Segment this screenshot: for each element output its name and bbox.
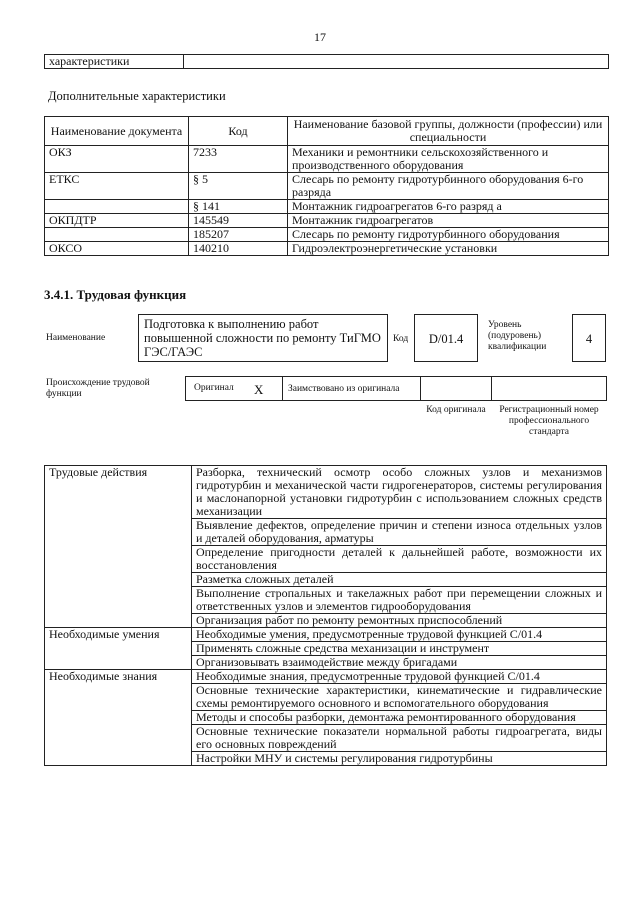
level-label: Уровень (подуровень) квалификации — [488, 320, 547, 352]
table-cell: Слесарь по ремонту гидротурбинного оборудования — [288, 228, 609, 242]
table-cell: 185207 — [189, 228, 288, 242]
function-name-box: Подготовка к выполнению работ повышенной сложности по ремонту ТиГМО ГЭС/ГАЭС — [138, 314, 388, 362]
list-item: Настройки МНУ и системы регулирования гидротурбины — [192, 752, 607, 766]
table-row — [45, 173, 609, 200]
list-item: Разборка, технический осмотр особо сложных узлов и механизмов гидротурбин и механической части гидрогенераторов, системы регулирования и маслонапорной установки гидротурбин с использованием сложных средств механизации — [192, 466, 607, 519]
list-item: Необходимые умения, предусмотренные трудовой функцией С/01.4 — [192, 628, 607, 642]
name-label: Наименование — [46, 333, 106, 343]
list-item: Выполнение стропальных и такелажных работ при перемещении сложных и ответственных узлов и элементов гидрооборудования — [192, 587, 607, 614]
list-item: Методы и способы разборки, демонтажа ремонтированного оборудования — [192, 711, 607, 725]
table-row — [45, 146, 609, 173]
table-cell: § 5 — [189, 173, 288, 200]
column-header: Наименование базовой группы, должности (профессии) или специальности — [288, 117, 609, 146]
original-mark: X — [254, 382, 264, 397]
table-cell — [45, 228, 189, 242]
list-item: Организация работ по ремонту ремонтных приспособлений — [192, 614, 607, 628]
function-details-table — [44, 465, 607, 766]
reg-number-cell — [491, 376, 607, 401]
table-cell: 145549 — [189, 214, 288, 228]
table-cell: 140210 — [189, 242, 288, 256]
table-row — [45, 466, 607, 519]
list-item: Организовывать взаимодействие между бригадами — [192, 656, 607, 670]
table-cell: ОКЗ — [45, 146, 189, 173]
code-label: Код — [393, 334, 409, 344]
table-cell: Гидроэлектроэнергетические установки — [288, 242, 609, 256]
table-cell: Монтажник гидроагрегатов — [288, 214, 609, 228]
level-box: 4 — [572, 314, 606, 362]
top-continuation-table — [44, 54, 609, 69]
list-item: Определение пригодности деталей к дальнейшей работе, возможности их восстановления — [192, 546, 607, 573]
original-code-caption: Код оригинала — [426, 405, 486, 415]
function-code-box: D/01.4 — [414, 314, 478, 362]
row-label-knowledge: Необходимые знания — [45, 670, 192, 766]
table-cell: характеристики — [45, 55, 184, 69]
list-item: Основные технические показатели нормальной работы гидроагрегата, виды его основных повреждений — [192, 725, 607, 752]
table-cell: Монтажник гидроагрегатов 6-го разряд а — [288, 200, 609, 214]
reg-number-caption: Регистрационный номер профессионального стандарта — [499, 405, 599, 437]
table-cell: Слесарь по ремонту гидротурбинного оборудования 6-го разряда — [288, 173, 609, 200]
table-cell: ОКСО — [45, 242, 189, 256]
table-cell — [45, 200, 189, 214]
table-row — [45, 55, 609, 69]
list-item: Необходимые знания, предусмотренные трудовой функцией С/01.4 — [192, 670, 607, 684]
table-row — [45, 242, 609, 256]
column-header: Код — [189, 117, 288, 146]
row-label-actions: Трудовые действия — [45, 466, 192, 628]
table-row — [45, 200, 609, 214]
borrowed-cell — [282, 376, 421, 401]
table-row — [45, 214, 609, 228]
list-item: Разметка сложных деталей — [192, 573, 607, 587]
original-label: Оригинал — [194, 383, 234, 393]
original-code-cell — [420, 376, 492, 401]
origin-label: Происхождение трудовой функции — [46, 378, 150, 399]
original-cell — [185, 376, 283, 401]
borrowed-label: Заимствовано из оригинала — [288, 384, 400, 394]
table-cell: Механики и ремонтники сельскохозяйственного и производственного оборудования — [288, 146, 609, 173]
additional-characteristics-title: Дополнительные характеристики — [48, 89, 226, 103]
table-header-row — [45, 117, 609, 146]
table-cell: ЕТКС — [45, 173, 189, 200]
list-item: Основные технические характеристики, кинематические и гидравлические схемы ремонтируемого основного и вспомогательного оборудования — [192, 684, 607, 711]
column-header: Наименование документа — [45, 117, 189, 146]
list-item: Выявление дефектов, определение причин и степени износа отдельных узлов и деталей оборудования, арматуры — [192, 519, 607, 546]
table-row — [45, 670, 607, 684]
table-row — [45, 628, 607, 642]
page-number: 17 — [314, 30, 326, 44]
list-item: Применять сложные средства механизации и инструмент — [192, 642, 607, 656]
table-cell: § 141 — [189, 200, 288, 214]
section-title: 3.4.1. Трудовая функция — [44, 287, 187, 302]
row-label-skills: Необходимые умения — [45, 628, 192, 670]
table-cell: ОКПДТР — [45, 214, 189, 228]
table-cell: 7233 — [189, 146, 288, 173]
table-cell — [184, 55, 609, 69]
table-row — [45, 228, 609, 242]
additional-characteristics-table — [44, 116, 609, 256]
